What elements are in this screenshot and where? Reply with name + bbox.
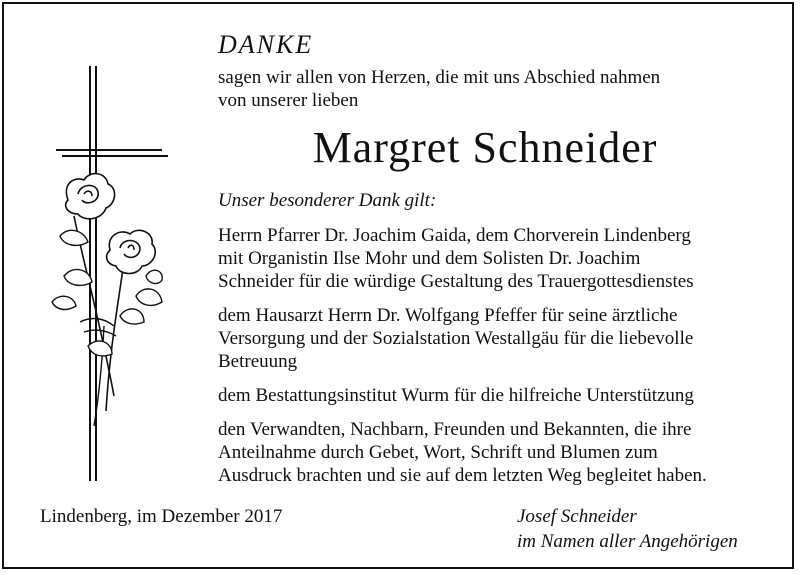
intro-line: von unserer lieben — [218, 90, 359, 111]
thanks-list — [218, 224, 778, 498]
thanks-line: Schneider für die würdige Gestaltung des Trauergottesdienstes — [218, 271, 694, 292]
signature-name: Josef Schneider — [517, 506, 637, 527]
signature — [517, 504, 738, 554]
thanks-item — [218, 304, 778, 373]
thanks-line: Betreuung — [218, 351, 298, 372]
thanks-line: Versorgung und der Sozialstation Westallgäu für die liebevolle — [218, 328, 694, 349]
intro-line: sagen wir allen von Herzen, die mit uns Abschied nahmen — [218, 67, 661, 88]
thanks-heading: Unser besonderer Dank gilt: — [218, 190, 437, 211]
thanks-item — [218, 224, 778, 293]
heading-danke: DANKE — [218, 30, 314, 59]
intro-text — [218, 66, 758, 112]
thanks-line: den Verwandten, Nachbarn, Freunden und Bekannten, die ihre — [218, 419, 692, 440]
thanks-line: Ausdruck brachten und sie auf dem letzten Weg begleitet haben. — [218, 465, 707, 486]
deceased-name: Margret Schneider — [312, 123, 658, 172]
place-date: Lindenberg, im Dezember 2017 — [40, 506, 283, 527]
thanks-line: Anteilnahme durch Gebet, Wort, Schrift und Blumen zum — [218, 442, 658, 463]
thanks-line: mit Organistin Ilse Mohr und dem Solisten Dr. Joachim — [218, 248, 641, 269]
thanks-line: dem Bestattungsinstitut Wurm für die hilfreiche Unterstützung — [218, 385, 694, 406]
thanks-line: dem Hausarzt Herrn Dr. Wolfgang Pfeffer für seine ärztliche — [218, 305, 678, 326]
thanks-item — [218, 384, 778, 407]
thanks-line: Herrn Pfarrer Dr. Joachim Gaida, dem Chorverein Lindenberg — [218, 225, 691, 246]
signature-subtitle: im Namen aller Angehörigen — [517, 531, 738, 552]
thanks-item — [218, 418, 778, 487]
